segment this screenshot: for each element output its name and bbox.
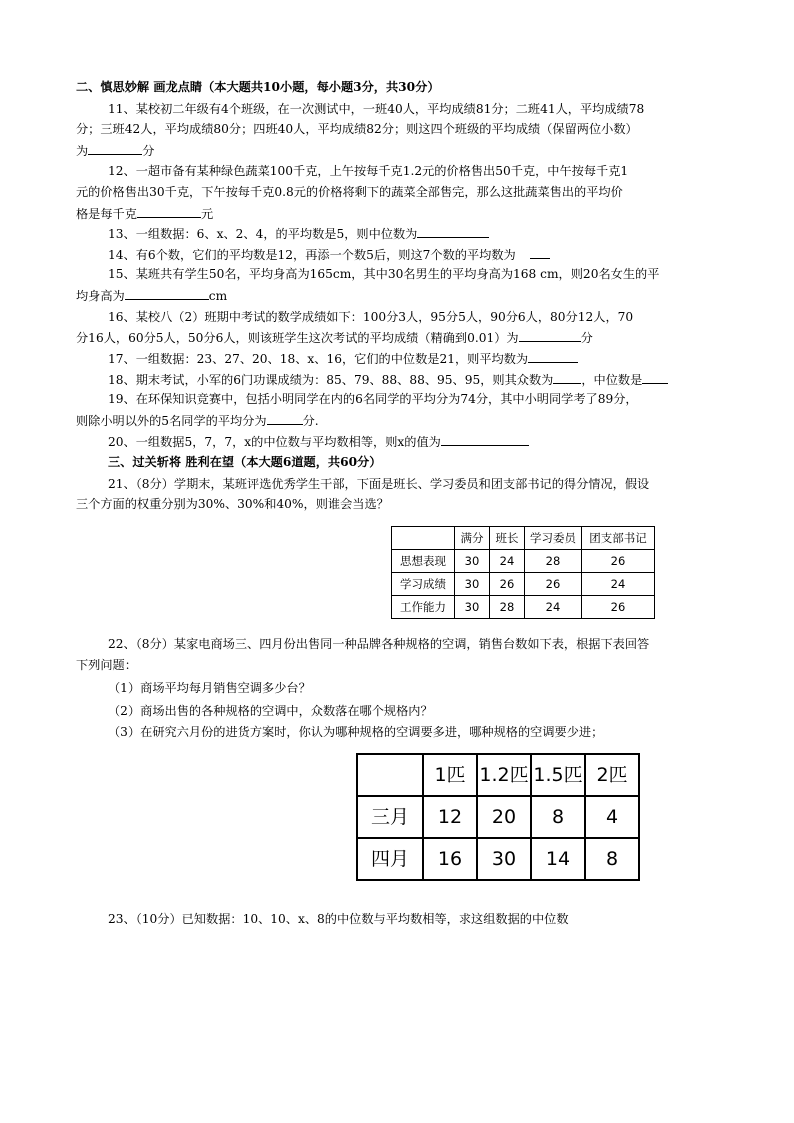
table-cell: 26 <box>490 573 525 596</box>
answer-blank[interactable] <box>642 371 668 384</box>
q12-line1: 12、一超市备有某种绿色蔬菜100千克，上午按每千克1.2元的价格售出50千克，中午按每千克1 <box>108 164 629 178</box>
q22-line2: 下列问题： <box>76 658 137 672</box>
table-cell: 1.2匹 <box>477 754 531 796</box>
table-cell: 满分 <box>455 527 490 550</box>
q21-line1: 21、（8分）学期末，某班评选优秀学生干部，下面是班长、学习委员和团支部书记的得分情况，假设 <box>108 477 650 491</box>
table-cell: 4 <box>585 796 639 838</box>
table-row <box>392 550 655 573</box>
table-header-row <box>357 754 639 796</box>
answer-blank[interactable] <box>125 287 209 300</box>
q15-line2: 均身高为 cm <box>76 289 228 303</box>
table-cell <box>357 754 423 796</box>
answer-blank[interactable] <box>417 225 489 238</box>
q16-line2: 分16人，60分5人，50分6人，则该班学生这次考试的平均成绩（精确到0.01）为 分 <box>76 331 593 345</box>
table-cell: 30 <box>455 550 490 573</box>
q15-line1: 15、某班共有学生50名，平均身高为165cm，其中30名男生的平均身高为168 cm，则20名女生的平 <box>108 267 660 281</box>
table-cell: 8 <box>531 796 585 838</box>
table-cell: 2匹 <box>585 754 639 796</box>
table-cell: 三月 <box>357 796 423 838</box>
section-3-header: 三、过关斩将 胜利在望（本大题6道题，共60分） <box>108 455 382 469</box>
q12-line2: 元的价格售出30千克，下午按每千克0.8元的价格将剩下的蔬菜全部售完，那么这批蔬菜售出的平均价 <box>76 185 623 199</box>
table-cell: 思想表现 <box>392 550 455 573</box>
table-row <box>357 796 639 838</box>
q22-part1: （1）商场平均每月销售空调多少台？ <box>108 681 311 695</box>
table-cell: 工作能力 <box>392 596 455 619</box>
table-cell: 26 <box>582 596 655 619</box>
answer-blank[interactable] <box>519 329 581 342</box>
q22-line1: 22、（8分）某家电商场三、四月份出售同一种品牌各种规格的空调，销售台数如下表，根据下表回答 <box>108 637 650 651</box>
q17-line1: 17、一组数据：23、27、20、18、x、16，它们的中位数是21，则平均数为 <box>108 350 578 367</box>
table-cell: 学习成绩 <box>392 573 455 596</box>
answer-blank[interactable] <box>137 205 201 218</box>
table-cell: 12 <box>423 796 477 838</box>
q13-line1: 13、一组数据：6、x、2、4，的平均数是5，则中位数为 <box>108 225 489 242</box>
table-cell: 团支部书记 <box>582 527 655 550</box>
answer-blank[interactable] <box>528 350 578 363</box>
table-row <box>392 573 655 596</box>
q11-line1: 11、某校初二年级有4个班级，在一次测试中，一班40人，平均成绩81分；二班41人，平均成绩78 <box>108 102 645 116</box>
table-cell: 14 <box>531 838 585 880</box>
table-cell: 20 <box>477 796 531 838</box>
table-row <box>357 838 639 880</box>
q21-line2: 三个方面的权重分别为30%、30%和40%，则谁会当选？ <box>76 497 389 511</box>
table-cell: 1匹 <box>423 754 477 796</box>
answer-blank[interactable] <box>88 142 142 155</box>
q11-line2: 分；三班42人，平均成绩80分；四班40人，平均成绩82分；则这四个班级的平均成绩（保留两位小数） <box>76 122 638 136</box>
table-cell: 24 <box>490 550 525 573</box>
q12-line3: 格是每千克 元 <box>76 207 214 221</box>
sales-table <box>356 753 640 881</box>
q23-line1: 23、（10分）已知数据：10、10、x、8的中位数与平均数相等，求这组数据的中位数 <box>108 912 569 926</box>
table-cell: 班长 <box>490 527 525 550</box>
table-cell: 学习委员 <box>525 527 582 550</box>
q22-part3: （3）在研究六月份的进货方案时，你认为哪种规格的空调要多进，哪种规格的空调要少进； <box>108 725 604 739</box>
table-cell: 16 <box>423 838 477 880</box>
table-cell: 30 <box>477 838 531 880</box>
q19-line1: 19、在环保知识竞赛中，包括小明同学在内的6名同学的平均分为74分，其中小明同学考了89分， <box>108 392 638 406</box>
table-row <box>392 596 655 619</box>
q19-line2: 则除小明以外的5名同学的平均分为 分. <box>76 414 319 428</box>
q11-line3: 为 分 <box>76 144 155 158</box>
q20-line1: 20、一组数据5，7，7，x的中位数与平均数相等，则x的值为 <box>108 433 529 450</box>
q18-line1: 18、期末考试，小军的6门功课成绩为：85、79、88、88、95、95，则其众数为 ，中位数是 <box>108 371 668 388</box>
table-cell: 30 <box>455 596 490 619</box>
table-cell: 8 <box>585 838 639 880</box>
q14-line1: 14、有6个数，它们的平均数是12，再添一个数5后，则这7个数的平均数为 <box>108 246 550 263</box>
table-cell: 26 <box>525 573 582 596</box>
q22-part2: （2）商场出售的各种规格的空调中，众数落在哪个规格内？ <box>108 704 433 718</box>
answer-blank[interactable] <box>267 412 303 425</box>
table-cell: 24 <box>582 573 655 596</box>
table-header-row <box>392 527 655 550</box>
table-cell: 26 <box>582 550 655 573</box>
table-cell: 24 <box>525 596 582 619</box>
answer-blank[interactable] <box>441 433 529 446</box>
table-cell <box>392 527 455 550</box>
q16-line1: 16、某校八（2）班期中考试的数学成绩如下：100分3人，95分5人，90分6人，80分12人，70 <box>108 310 634 324</box>
table-cell: 四月 <box>357 838 423 880</box>
table-cell: 1.5匹 <box>531 754 585 796</box>
score-table <box>391 526 655 619</box>
table-cell: 30 <box>455 573 490 596</box>
table-cell: 28 <box>490 596 525 619</box>
answer-blank[interactable] <box>530 246 550 259</box>
answer-blank[interactable] <box>553 371 581 384</box>
section-2-header: 二、慎思妙解 画龙点睛（本大题共10小题，每小题3分，共30分） <box>76 80 440 94</box>
table-cell: 28 <box>525 550 582 573</box>
